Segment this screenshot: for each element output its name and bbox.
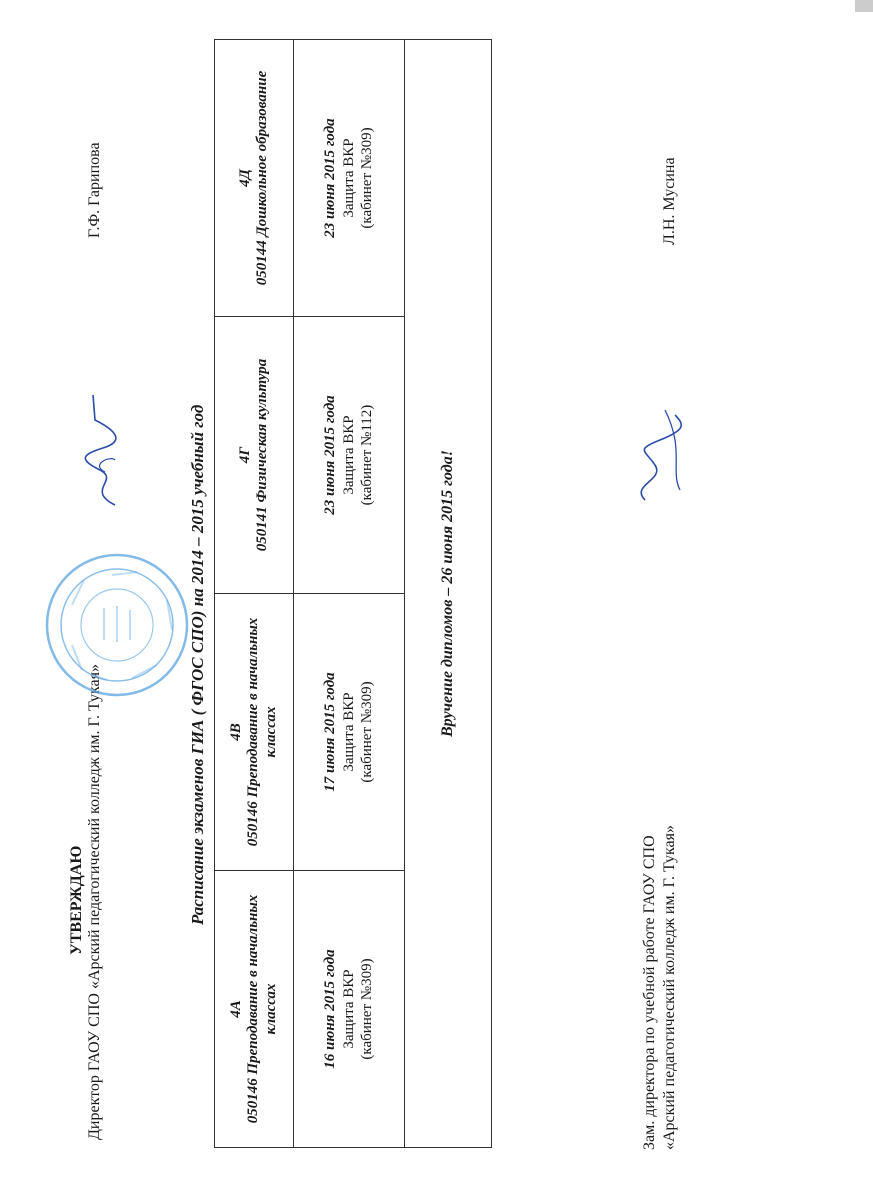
director-signature [75, 390, 125, 510]
header-cell: 4В 050146 Преподавание в начальных классах [215, 594, 294, 871]
approval-line: Директор ГАОУ СПО «Арский педагогический колледж им. Г. Тукая» [86, 664, 103, 1140]
document-title: Расписание экзаменов ГИА ( ФГОС СПО) на 2014 – 2015 учебный год [188, 404, 207, 925]
deputy-name: Л.Н. Мусина [661, 157, 678, 245]
college-stamp [42, 550, 192, 700]
exam-schedule-table [214, 39, 492, 1148]
header-cell: 4Г 050141 Физическая культура [215, 317, 294, 594]
director-name: Г.Ф. Гарипова [86, 142, 103, 238]
schedule-cell: 23 июня 2015 года Защита ВКР (кабинет №309) [294, 40, 405, 317]
schedule-cell: 17 июня 2015 года Защита ВКР (кабинет №309) [294, 594, 405, 871]
approval-heading: УТВЕРЖДАЮ [68, 845, 85, 955]
deputy-position: Зам. директора по учебной работе ГАОУ СПО [641, 835, 658, 1150]
table-header-row [215, 40, 294, 1148]
table-row [294, 40, 405, 1148]
schedule-cell: 16 июня 2015 года Защита ВКР (кабинет №309) [294, 871, 405, 1148]
deputy-institution: «Арский педагогический колледж им. Г. Тукая» [661, 825, 678, 1150]
diploma-row [405, 40, 492, 1148]
header-cell: 4А 050146 Преподавание в начальных классах [215, 871, 294, 1148]
header-cell: 4Д 050144 Дошкольное образование [215, 40, 294, 317]
schedule-cell: 23 июня 2015 года Защита ВКР (кабинет №112) [294, 317, 405, 594]
deputy-signature [625, 400, 700, 510]
diploma-note: Вручение дипломов – 26 июня 2015 года! [405, 40, 492, 1148]
